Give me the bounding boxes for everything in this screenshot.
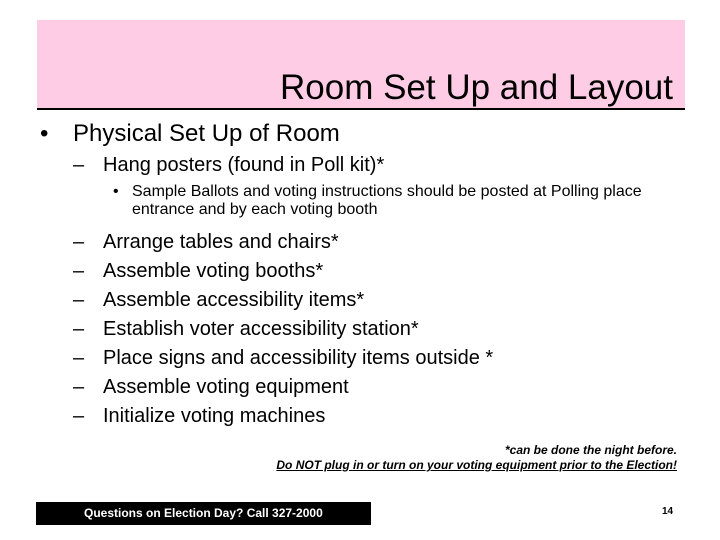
dash-bullet-icon: –	[73, 347, 85, 369]
bullet-dot-icon: •	[113, 183, 119, 200]
dash-bullet-icon: –	[73, 289, 85, 311]
bullet-dot-icon: •	[40, 120, 49, 147]
slide-title: Room Set Up and Layout	[279, 68, 673, 107]
sub-sub-bullet-text: Sample Ballots and voting instructions should be posted at Polling place entrance and by each voting booth	[132, 183, 642, 218]
dash-bullet-icon: –	[73, 231, 85, 253]
title-divider	[37, 108, 685, 110]
sub-bullet-text: Establish voter accessibility station*	[103, 318, 419, 340]
footnote-warning: Do NOT plug in or turn on your voting equipment prior to the Election!	[276, 458, 677, 472]
dash-bullet-icon: –	[73, 405, 85, 427]
footnote-night-before: *can be done the night before.	[504, 443, 677, 457]
bullet-text: Physical Set Up of Room	[73, 120, 340, 147]
dash-bullet-icon: –	[73, 154, 85, 176]
footnote	[276, 443, 677, 473]
sub-bullet-text: Place signs and accessibility items outside *	[103, 347, 494, 369]
sub-bullet-text: Assemble voting booths*	[103, 260, 324, 282]
sub-bullet-text: Hang posters (found in Poll kit)*	[103, 154, 385, 176]
dash-bullet-icon: –	[73, 260, 85, 282]
sub-bullet-text: Arrange tables and chairs*	[103, 231, 339, 253]
dash-bullet-icon: –	[73, 318, 85, 340]
sub-bullet-text: Assemble voting equipment	[103, 376, 349, 398]
footer-bar	[36, 502, 371, 525]
footer-contact: Questions on Election Day? Call 327-2000	[84, 506, 323, 520]
page-number: 14	[662, 506, 674, 517]
title-band	[37, 20, 685, 110]
sub-bullet-text: Initialize voting machines	[103, 405, 326, 427]
dash-bullet-icon: –	[73, 376, 85, 398]
sub-bullet-text: Assemble accessibility items*	[103, 289, 365, 311]
